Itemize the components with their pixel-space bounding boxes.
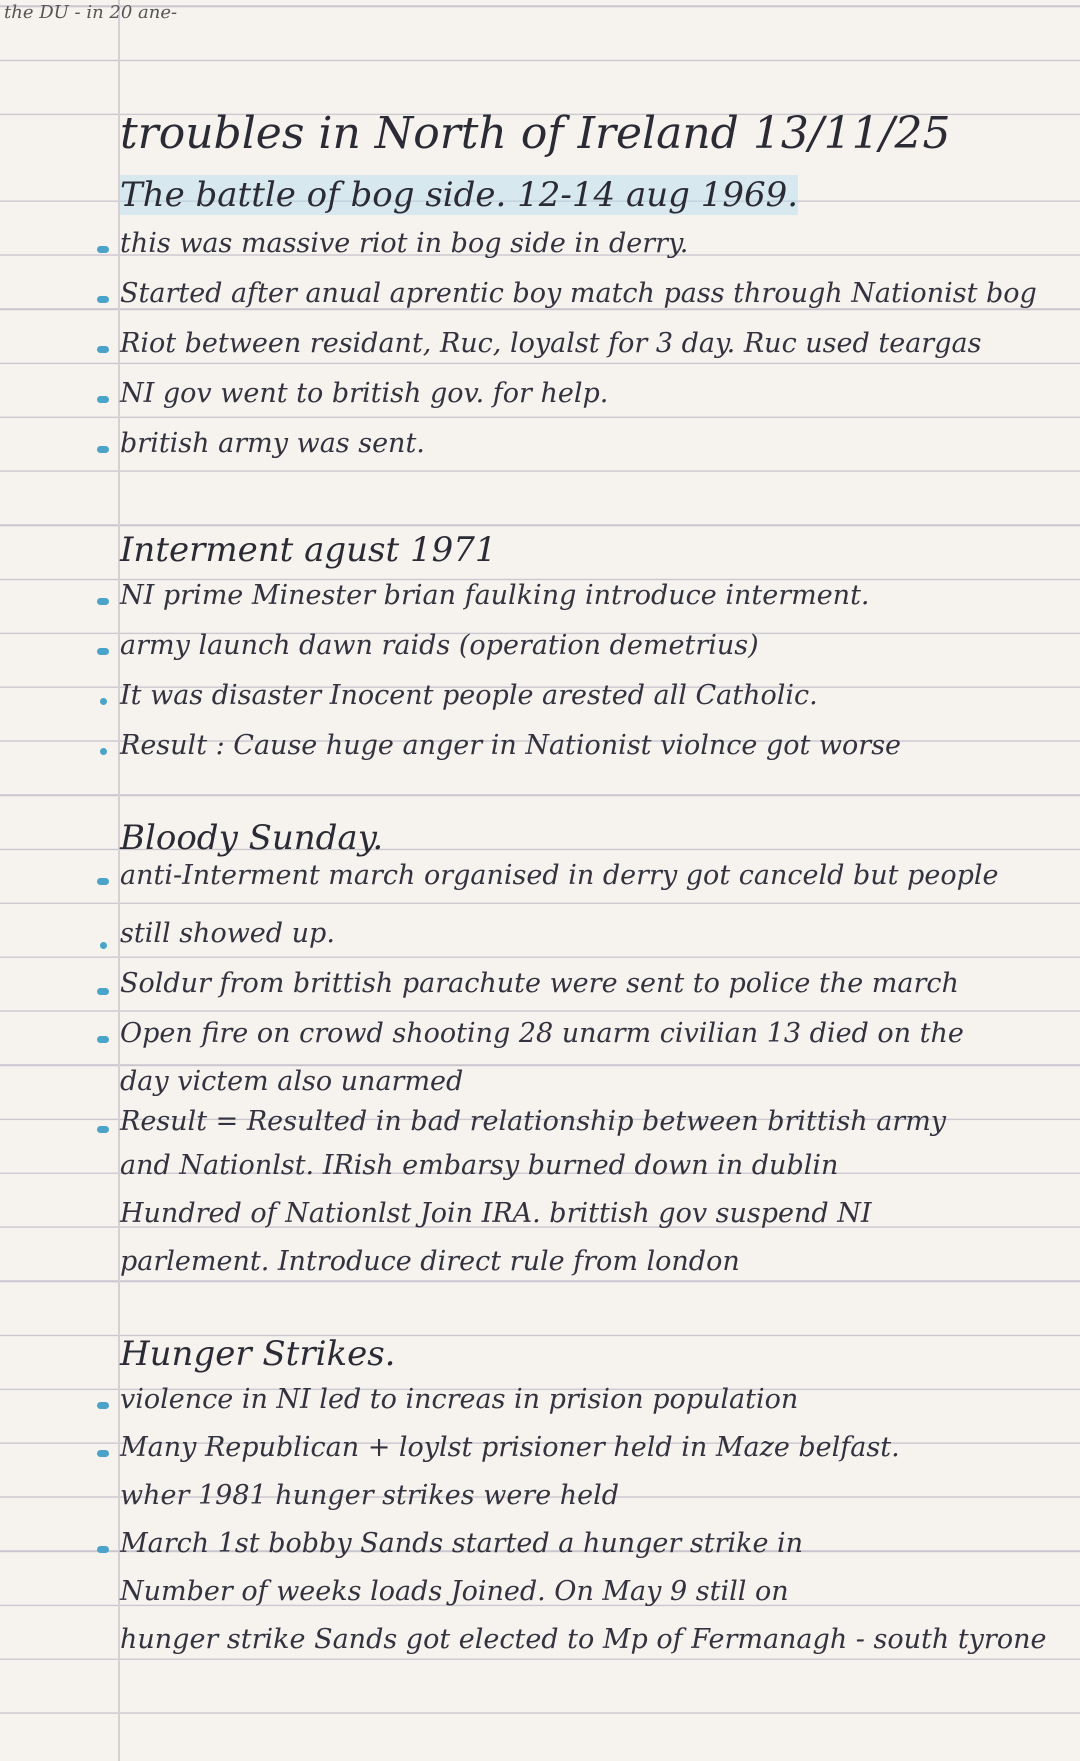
section-heading-bloody-sunday: Bloody Sunday. [120, 818, 384, 858]
note-line: NI gov went to british gov. for help. [120, 378, 609, 409]
bullet-icon [97, 878, 109, 885]
bullet-icon [97, 446, 109, 453]
note-line: hunger strike Sands got elected to Mp of Fermanagh - south tyrone [120, 1624, 1047, 1655]
bullet-icon [97, 1450, 109, 1457]
bullet-icon [97, 396, 109, 403]
bullet-icon [100, 942, 107, 949]
note-line: NI prime Minester brian faulking introduce interment. [120, 580, 870, 611]
note-line: still showed up. [120, 918, 335, 949]
note-line: Many Republican + loylst prisioner held in Maze belfast. [120, 1432, 900, 1463]
bullet-icon [97, 1546, 109, 1553]
note-line: It was disaster Inocent people arested all Catholic. [120, 680, 818, 711]
bullet-icon [97, 296, 109, 303]
note-line: this was massive riot in bog side in derry. [120, 228, 689, 259]
note-line: Hundred of Nationlst Join IRA. brittish gov suspend NI [120, 1198, 872, 1229]
note-line: March 1st bobby Sands started a hunger strike in [120, 1528, 804, 1559]
bullet-icon [97, 988, 109, 995]
bullet-icon [97, 1402, 109, 1409]
bullet-icon [97, 1126, 109, 1133]
note-line: Open fire on crowd shooting 28 unarm civilian 13 died on the [120, 1018, 964, 1049]
note-line: violence in NI led to increas in prision population [120, 1384, 799, 1415]
note-line: Result : Cause huge anger in Nationist violnce got worse [120, 730, 902, 761]
section-heading-hunger-strikes: Hunger Strikes. [120, 1334, 396, 1374]
note-line: Soldur from brittish parachute were sent to police the march [120, 968, 959, 999]
section-heading-battle-of-bogside: The battle of bog side. 12-14 aug 1969. [120, 175, 799, 215]
note-line: british army was sent. [120, 428, 425, 459]
note-line: anti-Interment march organised in derry got canceld but people [120, 860, 999, 891]
note-line: Number of weeks loads Joined. On May 9 still on [120, 1576, 789, 1607]
note-line: Riot between residant, Ruc, loyalst for 3 day. Ruc used teargas [120, 328, 982, 359]
bullet-icon [100, 748, 107, 755]
note-line: wher 1981 hunger strikes were held [120, 1480, 620, 1511]
section-heading-interment: Interment agust 1971 [120, 530, 497, 570]
note-line: army launch dawn raids (operation demetrius) [120, 630, 759, 661]
corner-scribble: the DU - in 20 ane- [4, 2, 178, 23]
bullet-icon [97, 598, 109, 605]
note-line: day victem also unarmed [120, 1066, 464, 1097]
bullet-icon [97, 346, 109, 353]
bullet-icon [97, 246, 109, 253]
note-line: Started after anual aprentic boy match pass through Nationist bog [120, 278, 1037, 309]
note-line: and Nationlst. IRish embarsy burned down in dublin [120, 1150, 839, 1181]
bullet-icon [97, 648, 109, 655]
bullet-icon [100, 698, 107, 705]
note-line: parlement. Introduce direct rule from london [120, 1246, 740, 1277]
bullet-icon [97, 1036, 109, 1043]
note-line: Result = Resulted in bad relationship between brittish army [120, 1106, 947, 1137]
page-title: troubles in North of Ireland 13/11/25 [120, 108, 951, 159]
